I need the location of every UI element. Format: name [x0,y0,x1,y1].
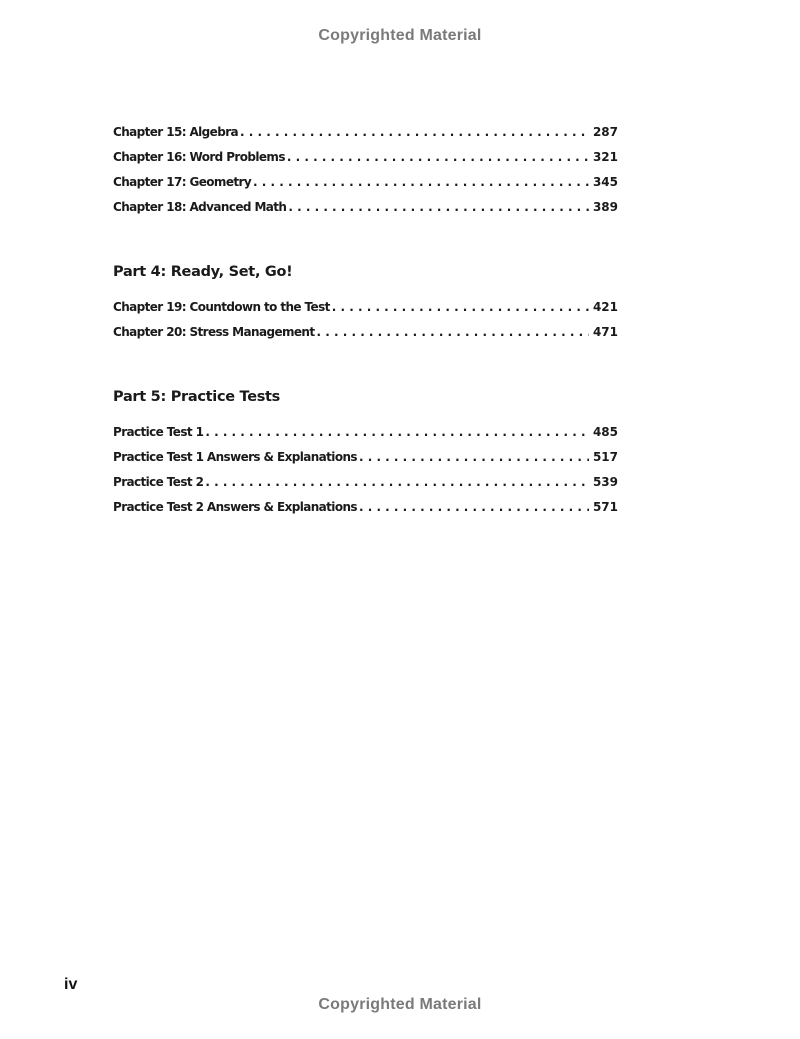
toc-entry-practice-test-1[interactable] [113,425,618,443]
part-heading-4: Part 4: Ready, Set, Go! [113,264,293,280]
toc-entry-page: 421 [592,300,618,314]
toc-entry-page: 517 [592,450,618,464]
toc-entry-chapter-18[interactable] [113,200,618,218]
dot-leader [359,500,589,514]
toc-entry-title: Chapter 20: Stress Management [113,325,315,339]
toc-entry-title: Practice Test 2 Answers & Explanations [113,500,357,514]
toc-entry-practice-test-2-answers[interactable] [113,500,618,518]
dot-leader [205,475,589,489]
toc-entry-chapter-16[interactable] [113,150,618,168]
toc-entry-title: Chapter 19: Countdown to the Test [113,300,330,314]
toc-entry-page: 485 [592,425,618,439]
dot-leader [287,150,589,164]
toc-entry-chapter-20[interactable] [113,325,618,343]
toc-entry-title: Chapter 17: Geometry [113,175,252,189]
copyright-watermark-bottom: Copyrighted Material [318,996,482,1013]
toc-entry-page: 321 [592,150,618,164]
toc-entry-chapter-17[interactable] [113,175,618,193]
dot-leader [317,325,589,339]
toc-entry-page: 345 [592,175,618,189]
toc-entry-title: Chapter 16: Word Problems [113,150,285,164]
toc-entry-page: 539 [592,475,618,489]
toc-entry-page: 471 [592,325,618,339]
toc-entry-title: Chapter 15: Algebra [113,125,239,139]
toc-entry-chapter-15[interactable] [113,125,618,143]
toc-entry-practice-test-1-answers[interactable] [113,450,618,468]
dot-leader [359,450,589,464]
toc-entry-title: Practice Test 1 Answers & Explanations [113,450,357,464]
toc-entry-title: Practice Test 1 [113,425,204,439]
toc-entry-title: Chapter 18: Advanced Math [113,200,287,214]
toc-entry-page: 571 [592,500,618,514]
dot-leader [205,425,589,439]
toc-entry-page: 389 [592,200,618,214]
page-number: iv [64,976,78,993]
copyright-watermark-top: Copyrighted Material [318,27,482,44]
toc-entry-title: Practice Test 2 [113,475,204,489]
toc-entry-chapter-19[interactable] [113,300,618,318]
toc-entry-page: 287 [592,125,618,139]
part-heading-5: Part 5: Practice Tests [113,389,281,405]
dot-leader [288,200,589,214]
dot-leader [332,300,589,314]
toc-entry-practice-test-2[interactable] [113,475,618,493]
dot-leader [253,175,589,189]
dot-leader [240,125,589,139]
